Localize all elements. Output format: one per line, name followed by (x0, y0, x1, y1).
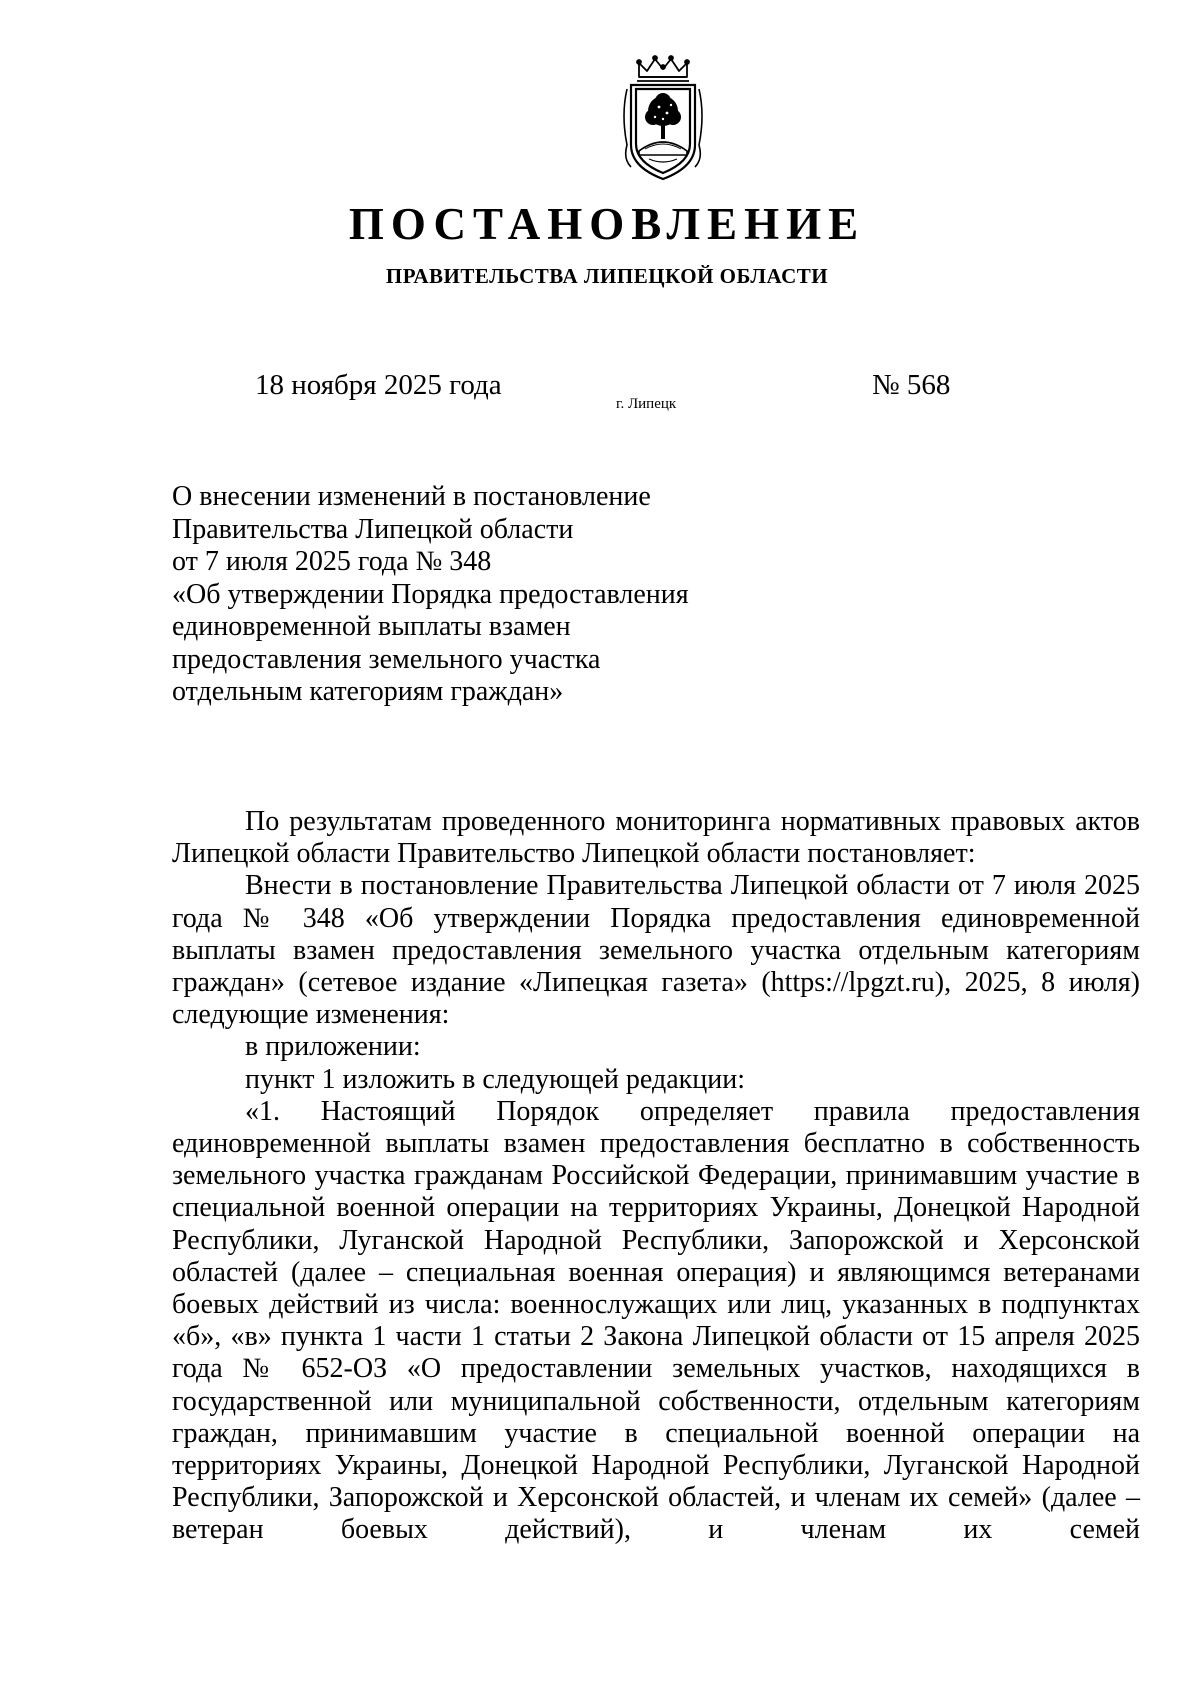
lipetsk-oblast-coat-of-arms-icon (615, 55, 711, 185)
heading-line: предоставления земельного участка (172, 643, 601, 675)
heading-line: единовременной выплаты взамен (172, 611, 571, 642)
body-paragraph: «1. Настоящий Порядок определяет правила предоставления единовременной выплаты взамен предоставления бесплатно в собственность земельного участка гражданам Российской Федерации, принимавшим участие в специальной военной операции на территориях Украины, Донецкой Народной Республики, Луганской Народной Республики, Запорожской и Херсонской областей (далее – специальная военная операция) и являющимся ветеранами боевых действий из числа: военнослужащих или лиц, указанных в подпунктах «б», «в» пункта 1 части 1 статьи 2 Закона Липецкой области от 15 апреля 2025 года № 652-ОЗ «О предоставлении земельных участков, находящихся в государственной или муниципальной собственности, отдельным категориям граждан, принимавшим участие в специальной военной операции на территориях Украины, Донецкой Народной Республики, Луганской Народной Республики, Запорожской и Херсонской областей, и членам их семей» (далее – ветеран боевых действий), и членам их семей (172, 1095, 1140, 1546)
heading-line: Правительства Липецкой области (172, 513, 574, 545)
heading-line: О внесении изменений в постановление (172, 481, 651, 512)
document-date: 18 ноября 2025 года (255, 369, 502, 401)
heading-line: от 7 июля 2025 года № 348 (172, 546, 492, 577)
body-paragraph: в приложении: (245, 1031, 421, 1063)
body-paragraph: пункт 1 изложить в следующей редакции: (245, 1063, 745, 1095)
document-issuer: ПРАВИТЕЛЬСТВА ЛИПЕЦКОЙ ОБЛАСТИ (385, 264, 829, 288)
document-number: № 568 (872, 369, 951, 401)
document-city: г. Липецк (616, 396, 677, 412)
body-paragraph: По результатам проведенного мониторинга нормативных правовых актов Липецкой области Правительство Липецкой области постановляет: (172, 806, 1140, 870)
body-paragraph: Внести в постановление Правительства Липецкой области от 7 июля 2025 года № 348 «Об утверждении Порядка предоставления единовременной выплаты взамен предоставления земельного участка отдельным категориям граждан» (сетевое издание «Липецкая газета» (https://lpgzt.ru), 2025, 8 июля) следующие изменения: (172, 870, 1140, 1031)
document-title: ПОСТАНОВЛЕНИЕ (348, 199, 866, 249)
document-subject-heading (172, 481, 689, 709)
heading-line: отдельным категориям граждан» (172, 676, 564, 707)
heading-line: «Об утверждении Порядка предоставления (172, 578, 689, 610)
document-body (172, 806, 1140, 1547)
